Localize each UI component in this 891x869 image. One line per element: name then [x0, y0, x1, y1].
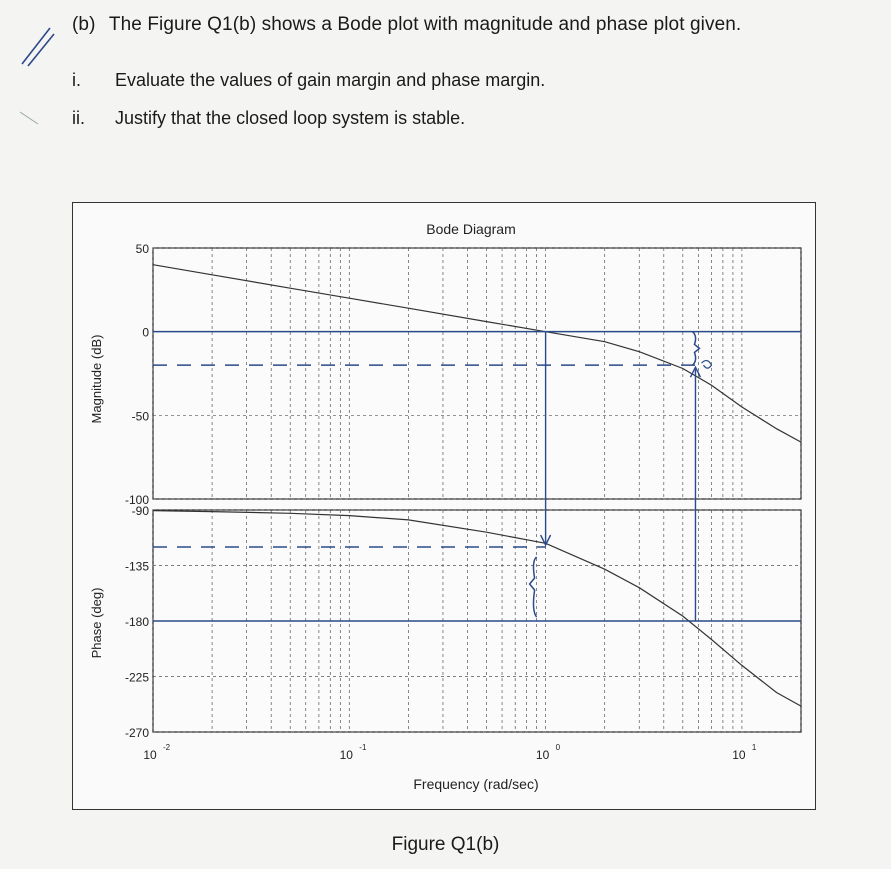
pen-mark-icon	[20, 16, 70, 126]
sub-question-text: Justify that the closed loop system is stable.	[115, 108, 466, 128]
sub-question-number: ii.	[72, 108, 85, 128]
figure-caption: Figure Q1(b)	[391, 834, 500, 855]
phase-tick-label: -225	[124, 670, 149, 685]
x-tick-exponent: -1	[359, 743, 367, 752]
x-tick-exponent: -2	[163, 743, 171, 752]
question-text: The Figure Q1(b) shows a Bode plot with magnitude and phase plot given.	[108, 14, 742, 35]
magnitude-axis-label: Magnitude (dB)	[89, 334, 104, 424]
phase-axis-label: Phase (deg)	[89, 587, 104, 659]
sub-question-number: i.	[72, 70, 81, 90]
x-tick-label: 10	[535, 748, 550, 762]
magnitude-tick-label: 50	[135, 242, 149, 256]
x-tick-label: 10	[732, 748, 746, 762]
phase-tick-label: -135	[124, 559, 149, 574]
question-label: (b)	[72, 14, 96, 35]
question-header	[72, 14, 741, 36]
x-tick-label: 10	[339, 748, 353, 762]
magnitude-tick-label: -100	[124, 493, 149, 507]
phase-tick-label: -180	[124, 615, 149, 629]
x-tick-exponent: 1	[751, 743, 757, 752]
x-axis-label: Frequency (rad/sec)	[413, 776, 539, 792]
sub-question-1	[72, 70, 545, 91]
sub-question-2	[72, 108, 465, 129]
phase-tick-label: -270	[124, 726, 149, 740]
magnitude-plot-area	[153, 248, 801, 499]
bode-diagram	[73, 203, 815, 809]
chart-title: Bode Diagram	[426, 221, 516, 237]
bode-figure	[72, 202, 816, 810]
magnitude-tick-label: -50	[131, 409, 149, 424]
sub-question-text: Evaluate the values of gain margin and phase margin.	[115, 70, 546, 90]
phase-tick-label: -90	[131, 504, 149, 518]
x-tick-exponent: 0	[555, 743, 561, 752]
magnitude-tick-label: 0	[142, 325, 149, 340]
x-tick-label: 10	[143, 748, 157, 762]
